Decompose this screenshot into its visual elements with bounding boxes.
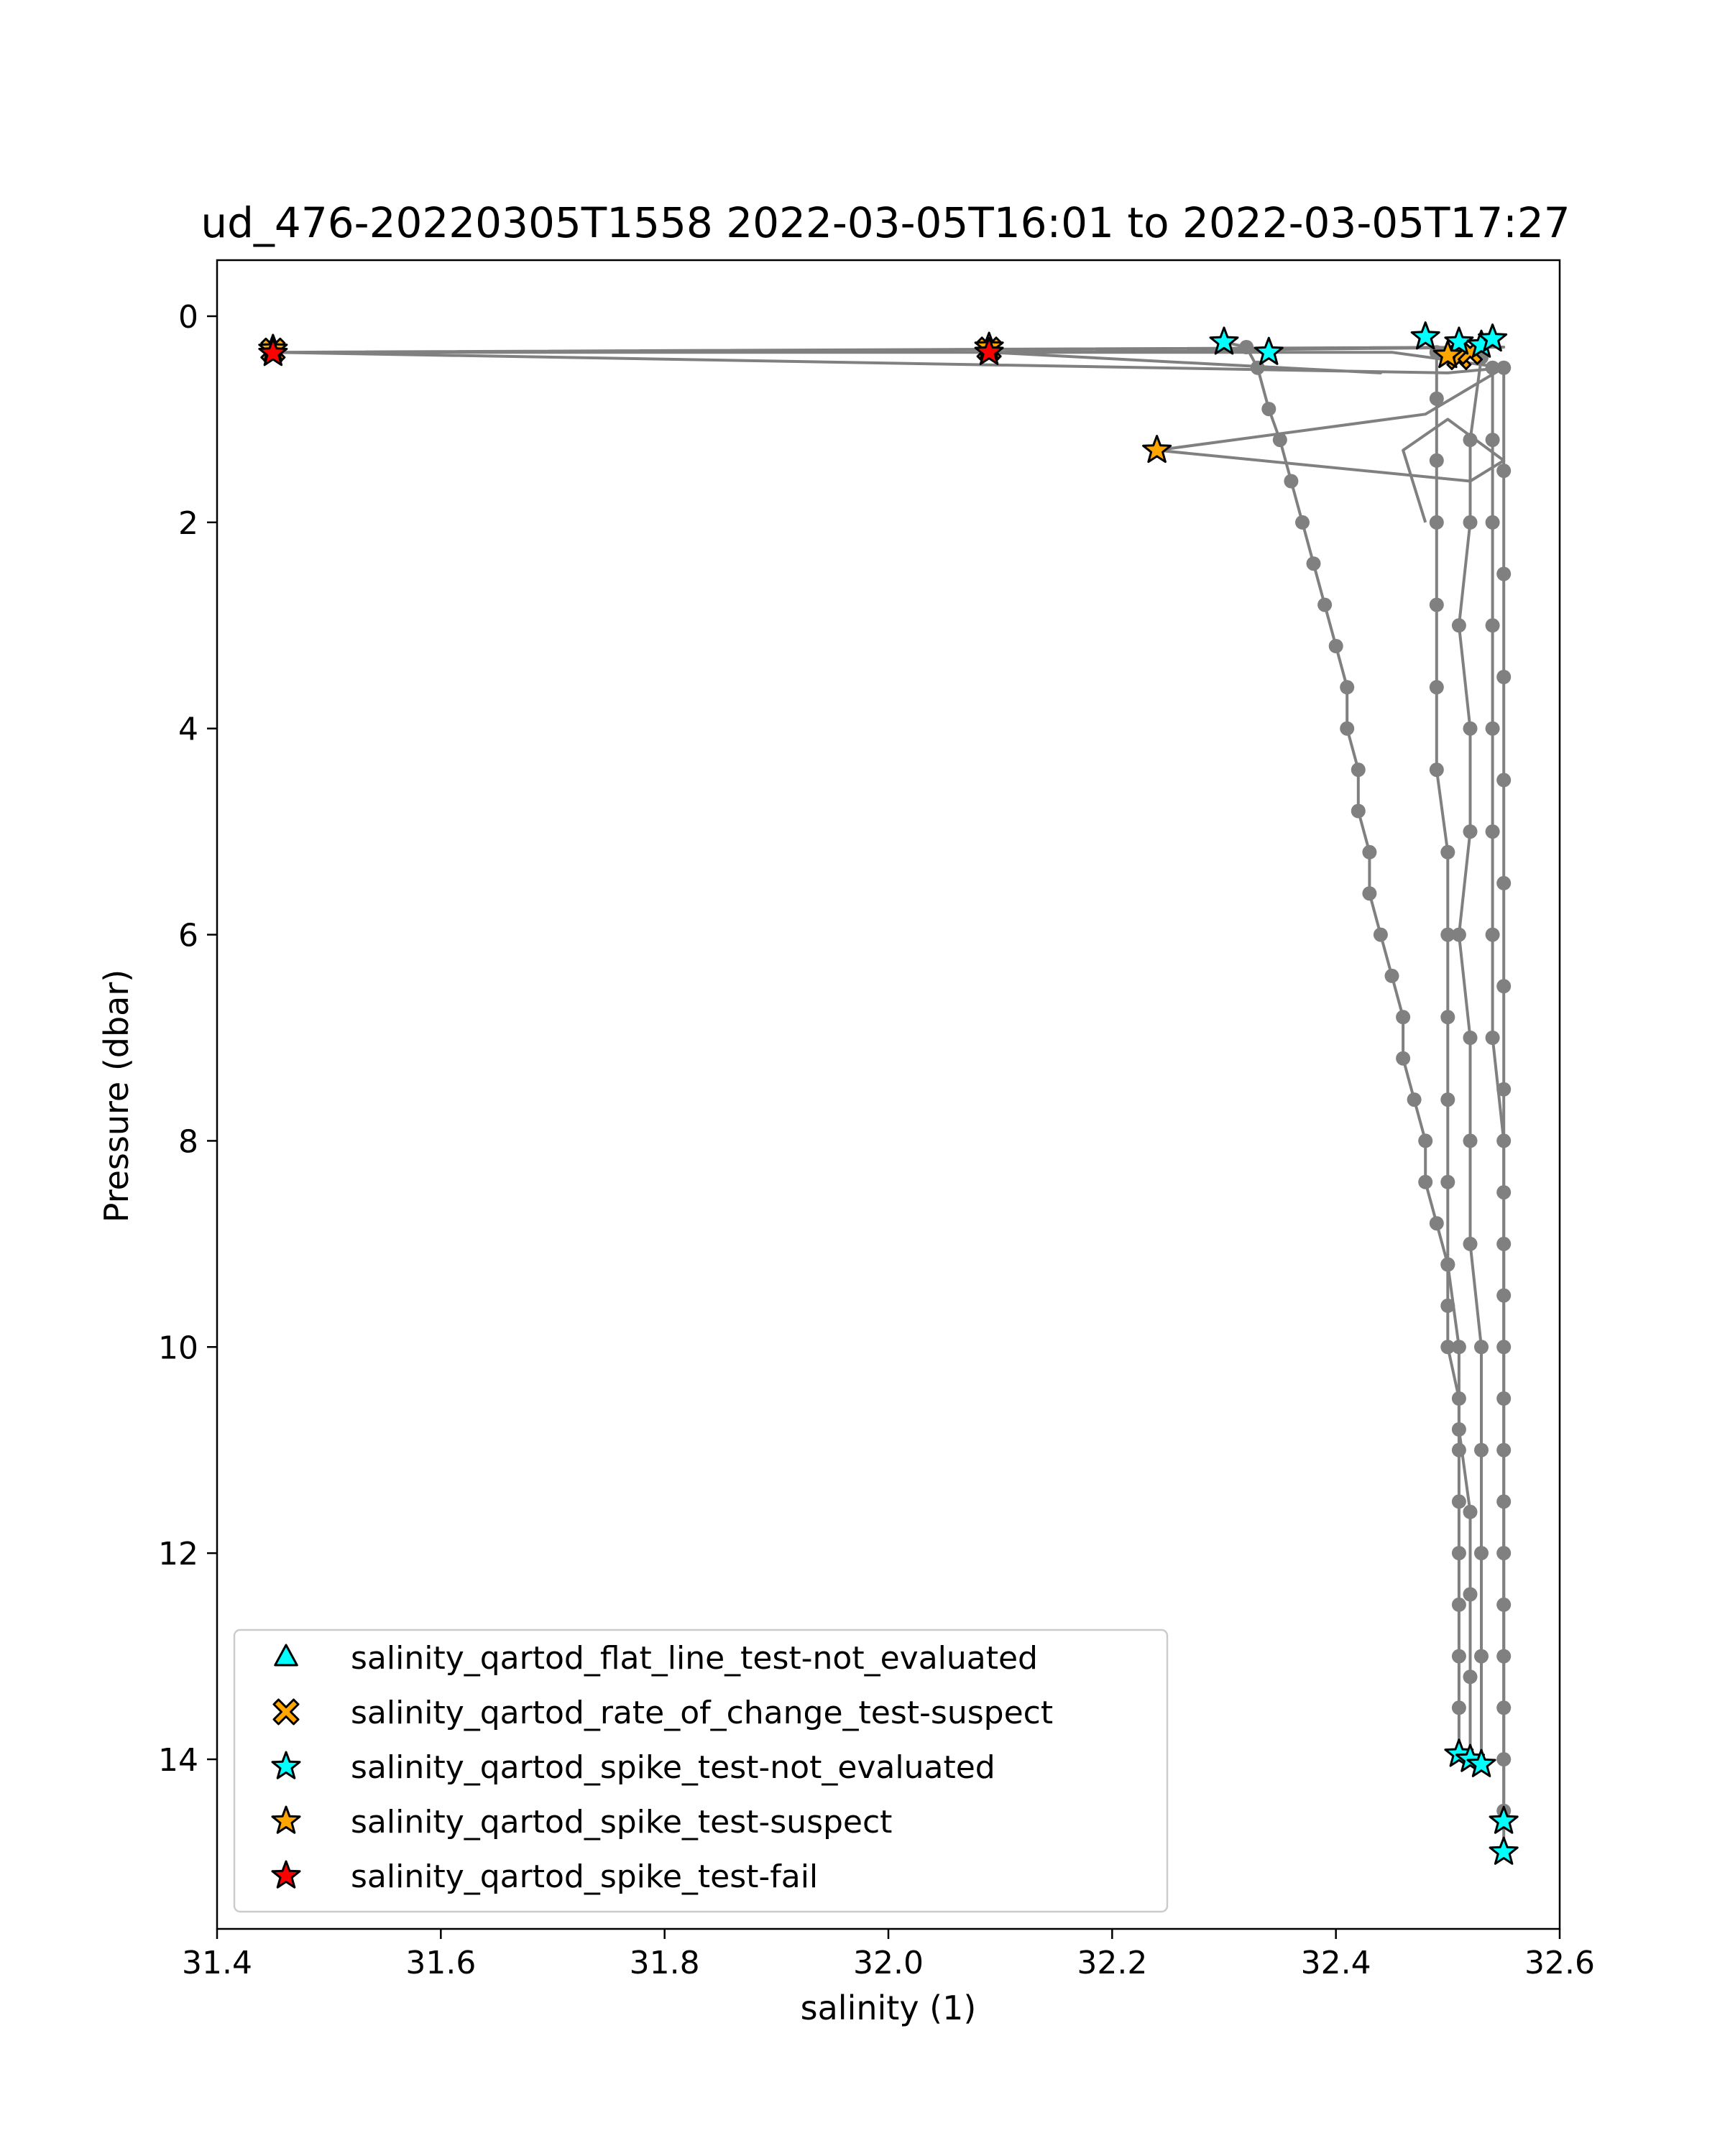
profile-point xyxy=(1496,1340,1511,1354)
profile-point xyxy=(1452,1546,1466,1560)
profile-point xyxy=(1452,1443,1466,1457)
profile-point xyxy=(1239,340,1254,354)
profile-point xyxy=(1496,567,1511,581)
profile-point xyxy=(1486,1031,1500,1045)
profile-point xyxy=(1385,969,1399,983)
profile-point xyxy=(1452,1422,1466,1437)
profile-point xyxy=(1452,1700,1466,1715)
profile-point xyxy=(1440,1299,1455,1313)
profile-point xyxy=(1452,1391,1466,1406)
y-axis-label: Pressure (dbar) xyxy=(97,969,136,1223)
profile-point xyxy=(1496,1700,1511,1715)
y-tick-label: 4 xyxy=(178,711,198,748)
profile-point xyxy=(1496,1546,1511,1560)
profile-point xyxy=(1284,474,1298,489)
legend-label: salinity_qartod_spike_test-suspect xyxy=(351,1804,893,1841)
profile-point xyxy=(1486,928,1500,942)
x-tick-label: 31.6 xyxy=(405,1945,477,1981)
profile-point xyxy=(1440,1175,1455,1189)
profile-point xyxy=(1407,1092,1422,1107)
profile-point xyxy=(1486,722,1500,736)
profile-point xyxy=(1430,392,1444,406)
profile-point xyxy=(1440,1092,1455,1107)
profile-point xyxy=(1463,1669,1478,1684)
profile-point xyxy=(1496,1185,1511,1199)
profile-point xyxy=(1351,763,1366,777)
profile-point xyxy=(1452,1494,1466,1508)
profile-point xyxy=(1496,670,1511,684)
profile-point xyxy=(1496,1289,1511,1303)
profile-point xyxy=(1496,1649,1511,1664)
x-tick-label: 31.4 xyxy=(182,1945,252,1981)
profile-point xyxy=(1463,515,1478,530)
profile-point xyxy=(1463,1505,1478,1519)
profile-point xyxy=(1374,928,1388,942)
profile-point xyxy=(1496,1133,1511,1148)
profile-point xyxy=(1474,1546,1489,1560)
profile-point xyxy=(1474,1649,1489,1664)
x-tick-label: 32.0 xyxy=(853,1945,924,1981)
profile-point xyxy=(1329,639,1343,653)
profile-point xyxy=(1261,402,1276,416)
profile-point xyxy=(1496,464,1511,478)
y-tick-label: 12 xyxy=(158,1536,198,1573)
x-axis-label: salinity (1) xyxy=(800,1989,977,2027)
profile-point xyxy=(1430,763,1444,777)
profile-point xyxy=(1463,824,1478,839)
profile-point xyxy=(1496,361,1511,375)
profile-point xyxy=(1496,1237,1511,1251)
profile-point xyxy=(1474,1443,1489,1457)
profile-point xyxy=(1440,1258,1455,1272)
profile-point xyxy=(1496,1752,1511,1766)
y-tick-label: 6 xyxy=(178,917,198,954)
profile-point xyxy=(1430,453,1444,468)
x-tick-label: 32.2 xyxy=(1077,1945,1148,1981)
profile-point xyxy=(1273,433,1287,447)
profile-point xyxy=(1486,515,1500,530)
profile-point xyxy=(1418,1175,1432,1189)
legend xyxy=(234,1630,1167,1912)
profile-point xyxy=(1463,1031,1478,1045)
profile-point xyxy=(1362,845,1376,860)
profile-point xyxy=(1486,433,1500,447)
profile-point xyxy=(1486,824,1500,839)
profile-point xyxy=(1463,433,1478,447)
profile-point xyxy=(1430,680,1444,694)
profile-point xyxy=(1430,598,1444,612)
profile-point xyxy=(1496,773,1511,787)
profile-point xyxy=(1452,928,1466,942)
y-tick-label: 0 xyxy=(178,299,198,336)
profile-point xyxy=(1463,1133,1478,1148)
profile-point xyxy=(1307,556,1321,571)
y-tick-label: 8 xyxy=(178,1123,198,1161)
profile-point xyxy=(1496,876,1511,890)
profile-point xyxy=(1463,1588,1478,1602)
profile-point xyxy=(1486,618,1500,632)
profile-point xyxy=(1430,1216,1444,1230)
profile-point xyxy=(1295,515,1310,530)
profile-point xyxy=(1440,1010,1455,1024)
chart-title: ud_476-20220305T1558 2022-03-05T16:01 to 2022-03-05T17:27 xyxy=(201,198,1570,247)
legend-label: salinity_qartod_spike_test-fail xyxy=(351,1858,819,1895)
profile-point xyxy=(1496,1082,1511,1097)
profile-point xyxy=(1474,1340,1489,1354)
profile-point xyxy=(1463,1237,1478,1251)
legend-label: salinity_qartod_spike_test-not_evaluated xyxy=(351,1749,995,1786)
y-tick-label: 10 xyxy=(158,1330,198,1367)
profile-point xyxy=(1418,1133,1432,1148)
profile-point xyxy=(1496,1598,1511,1612)
profile-point xyxy=(1362,886,1376,900)
profile-point xyxy=(1452,1598,1466,1612)
x-tick-label: 32.6 xyxy=(1524,1945,1595,1981)
profile-point xyxy=(1351,804,1366,819)
profile-point xyxy=(1430,515,1444,530)
x-tick-label: 32.4 xyxy=(1300,1945,1371,1981)
profile-point xyxy=(1396,1051,1410,1066)
y-tick-label: 2 xyxy=(178,505,198,542)
y-tick-label: 14 xyxy=(158,1742,198,1779)
x-tick-label: 31.8 xyxy=(629,1945,700,1981)
profile-point xyxy=(1396,1010,1410,1024)
profile-point xyxy=(1340,722,1354,736)
profile-point xyxy=(1340,680,1354,694)
profile-point xyxy=(1440,845,1455,860)
profile-point xyxy=(1496,1494,1511,1508)
profile-point xyxy=(1496,979,1511,993)
profile-point xyxy=(1496,1391,1511,1406)
profile-point xyxy=(1452,618,1466,632)
profile-point xyxy=(1452,1340,1466,1354)
profile-point xyxy=(1463,722,1478,736)
profile-point xyxy=(1452,1649,1466,1664)
profile-point xyxy=(1317,598,1332,612)
legend-label: salinity_qartod_flat_line_test-not_evaluated xyxy=(351,1640,1038,1677)
profile-point xyxy=(1496,1443,1511,1457)
legend-label: salinity_qartod_rate_of_change_test-suspect xyxy=(351,1695,1054,1731)
